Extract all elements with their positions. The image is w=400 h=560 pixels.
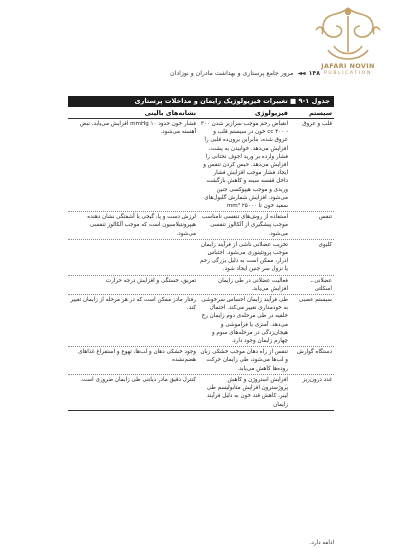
table-row — [68, 212, 334, 240]
cell-physiology: طی فرآیند زایمان احساس سرخوشی به خودمداری تغییر می‌کند. احتمال خلفیه در طی مرحله‌ی دوم زایمان رخ می‌دهد. آمنزی یا فراموشی و هیجان‌زدگی در مرحله‌های سوم و چهارم زایمان وجود دارد. — [201, 297, 288, 345]
arrows-icon: ◄◄ — [297, 70, 305, 77]
table-row — [68, 347, 334, 375]
cell-system: دستگاه گوارش — [296, 349, 332, 356]
cell-clinical: فشار خون حدود ۱۰ mmHg افزایش می‌یابد، نبض آهسته می‌شود. — [79, 121, 196, 136]
cell-physiology: فعالیت عضلانی در طی زایمان افزایش می‌یابد. — [218, 277, 288, 292]
page-number: ۱۴۸ — [308, 70, 320, 77]
cell-clinical — [68, 240, 198, 275]
cell-system: غدد درون‌ریز — [302, 376, 332, 383]
physiology-table — [68, 96, 334, 411]
running-header — [70, 70, 320, 77]
table-row — [68, 375, 334, 411]
cell-system: تنفس — [318, 214, 332, 221]
column-header-clinical: نشانه‌های بالینی — [144, 109, 196, 117]
cell-physiology: تخریب عضلانی ناشی از فرآیند زایمان موجب پروتئینوری می‌شود. احتباس ادرار، ممکن است به دلیل بزرگی رحم یا نزول سر جنین ایجاد شود. — [199, 241, 288, 273]
continued-note: ادامه دارد. — [309, 540, 334, 546]
table-row — [68, 240, 334, 276]
cell-system: سیستم عصبی — [298, 297, 332, 304]
cell-physiology: تنفس از راه دهان موجب خشکی زبان و لب‌ها می‌شود، طی زایمان حرکت روده‌ها کاهش می‌یابد. — [200, 349, 288, 372]
logo-subtitle: PUBLICATION — [323, 71, 372, 76]
cell-clinical: رفتار مادر ممکن است که در هر مرحله از زایمان تغییر کند. — [70, 297, 196, 312]
cell-clinical: وجود خشکی دهان و لب‌ها، تهوع و استفراغ غذاهای هضم‌نشده — [78, 349, 196, 364]
running-title: مرور جامع پرستاری و بهداشت مادران و نوزادان — [170, 70, 294, 77]
cell-system: کلیوی — [318, 241, 332, 248]
cell-clinical: تعریق، خستگی و افزایش درجه حرارت — [105, 277, 196, 284]
table-title: جدول ۱-۹ ■ تغییرات فیزیولوژیک زایمان و مداخلات پرستاری — [68, 96, 334, 107]
ornament-icon — [310, 2, 386, 64]
cell-system: قلب و عروق — [302, 121, 332, 127]
cell-clinical: کنترل دقیق مادر دیابتی طی زایمان ضروری است. — [80, 376, 196, 383]
table-row — [68, 119, 334, 212]
cell-physiology: افزایش استروژن و کاهش پروژسترون افزایش متابولیسم طی لیبر، کاهش قند خون به دلیل فرآیند زایمان — [206, 376, 288, 408]
cell-system: عضلانی ـ اسکلتی — [310, 277, 332, 292]
logo-brand: JAFARI NOVIN — [321, 62, 375, 70]
column-header-physiology: فیزیولوژی — [254, 109, 288, 117]
table-row — [68, 276, 334, 295]
cell-physiology: انقباض رحم موجب سرازیر شدن ۳۰۰ - ۴۰۰ cc خون در سیستم قلب و عروق شده، بنابراین برون‌ده قلبی را افزایش می‌دهد. خوابیدن به پشت، فشار وارده بر ورید اجوف تحتانی را افزایش می‌دهد. حبس کردن تنفس و ایجاد فشار موجب افزایش فشار داخل قفسه سینه و کاهش بازگشت وریدی و موجب هیپوکسی جنین می‌شود. افزایش شمارش گلبول‌های سفید خون تا ۲۵۰۰۰ mm³ — [200, 121, 288, 210]
table-header-row — [68, 107, 334, 119]
table-row — [68, 295, 334, 347]
publisher-logo — [300, 2, 396, 102]
cell-clinical: لرزش دست و پا، گیجی یا آشفتگی نشان دهنده هیپرونتیلاسیون است که موجب آلکالوز تنفسی می‌شود. — [87, 214, 196, 237]
cell-physiology: استفاده از روش‌های تنفسی نامناسب موجب پیشگیری از آلکالوز تنفسی می‌شود. — [201, 214, 288, 237]
column-header-system: سیستم — [308, 109, 332, 117]
